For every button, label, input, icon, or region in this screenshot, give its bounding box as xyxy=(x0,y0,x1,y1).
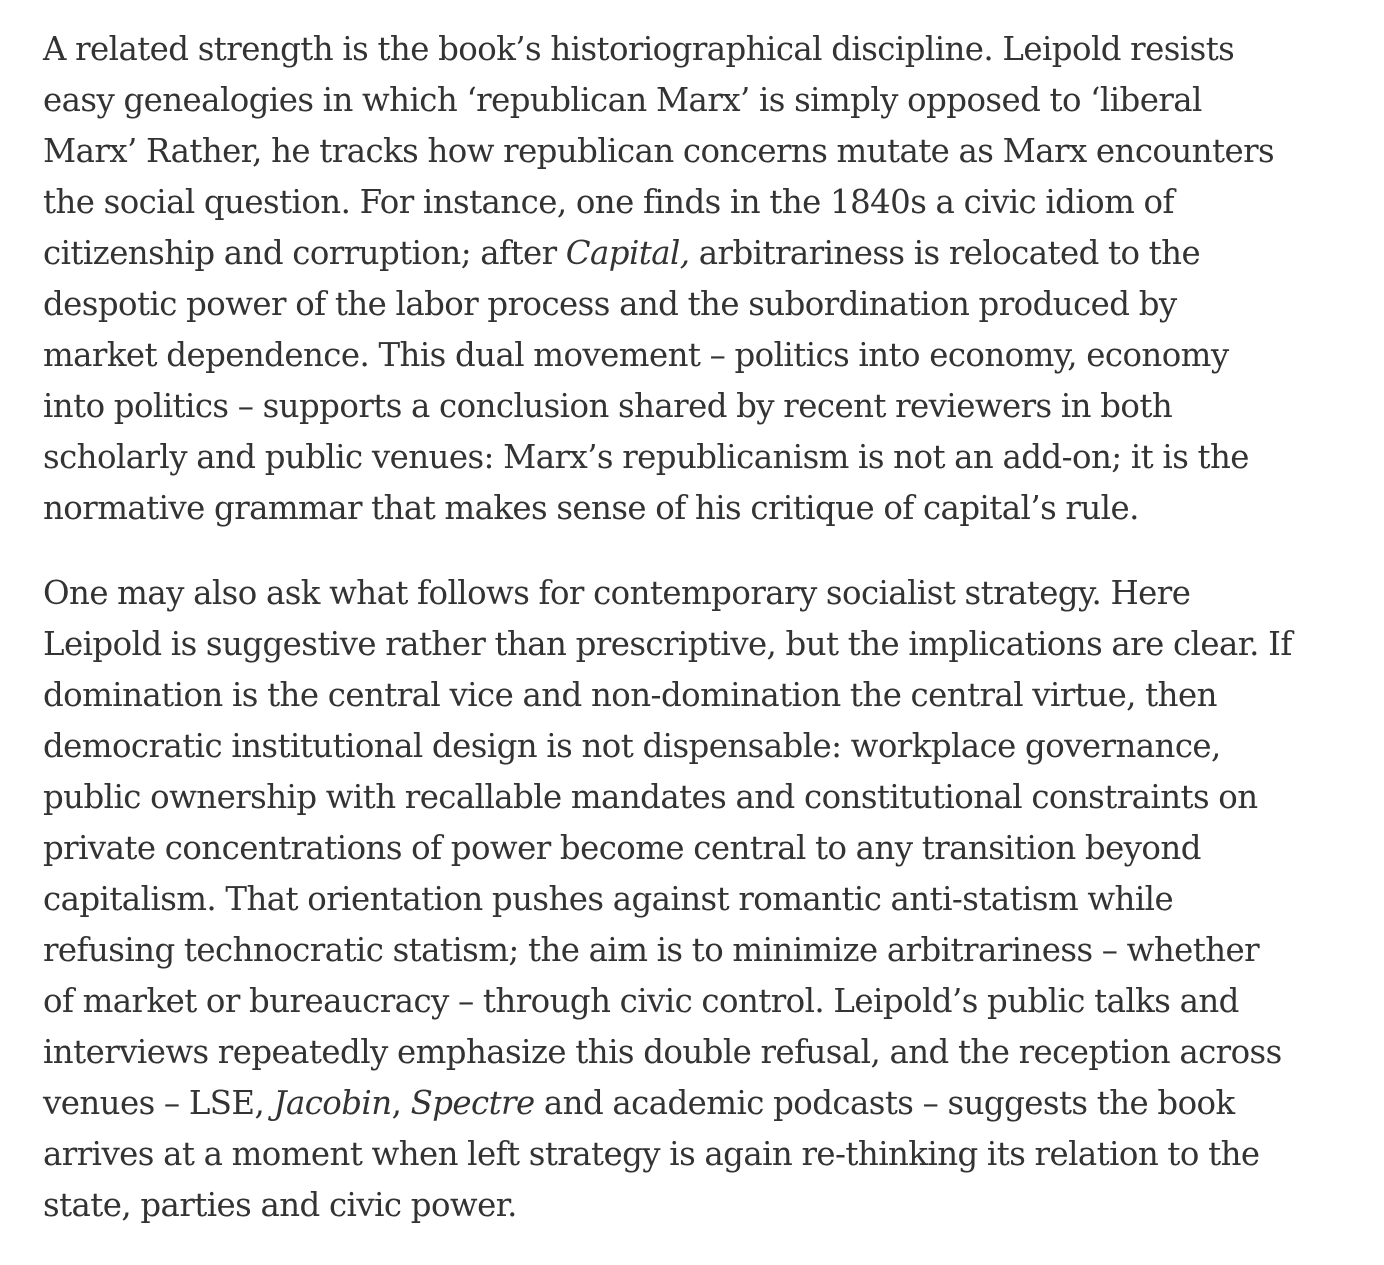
text-line xyxy=(43,925,1343,976)
text-run: A related strength is the book’s historiographical discipline. Leipold resists xyxy=(43,30,1235,68)
text-run: , xyxy=(391,1084,411,1122)
text-line xyxy=(43,24,1343,75)
italic-title-capital: Capital, xyxy=(565,234,690,272)
text-line xyxy=(43,874,1343,925)
italic-title-spectre: Spectre xyxy=(410,1084,535,1122)
text-line xyxy=(43,177,1343,228)
text-run: of market or bureaucracy – through civic control. Leipold’s public talks and xyxy=(43,982,1239,1020)
text-run: and academic podcasts – suggests the book xyxy=(534,1084,1235,1122)
text-line xyxy=(43,1180,1343,1231)
text-line xyxy=(43,721,1343,772)
text-line xyxy=(43,823,1343,874)
text-run: capitalism. That orientation pushes against romantic anti-statism while xyxy=(43,880,1174,918)
text-run: despotic power of the labor process and the subordination produced by xyxy=(43,285,1177,323)
text-line xyxy=(43,1027,1343,1078)
text-run: Leipold is suggestive rather than prescriptive, but the implications are clear. If xyxy=(43,625,1292,663)
text-run: state, parties and civic power. xyxy=(43,1186,517,1224)
text-run: arrives at a moment when left strategy is again re-thinking its relation to the xyxy=(43,1135,1260,1173)
text-line xyxy=(43,483,1343,534)
text-run: normative grammar that makes sense of his critique of capital’s rule. xyxy=(43,489,1139,527)
text-line xyxy=(43,619,1343,670)
text-line xyxy=(43,568,1343,619)
text-run: venues – LSE, xyxy=(43,1084,274,1122)
text-run: interviews repeatedly emphasize this double refusal, and the reception across xyxy=(43,1033,1282,1071)
text-run: private concentrations of power become central to any transition beyond xyxy=(43,829,1201,867)
text-line xyxy=(43,772,1343,823)
text-line xyxy=(43,432,1343,483)
text-run: easy genealogies in which ‘republican Marx’ is simply opposed to ‘liberal xyxy=(43,81,1202,119)
text-run: into politics – supports a conclusion shared by recent reviewers in both xyxy=(43,387,1173,425)
italic-title-jacobin: Jacobin xyxy=(273,1084,392,1122)
text-run: One may also ask what follows for contemporary socialist strategy. Here xyxy=(43,574,1191,612)
paragraph-strategy xyxy=(43,568,1343,1231)
text-line xyxy=(43,228,1343,279)
text-line xyxy=(43,381,1343,432)
text-line xyxy=(43,75,1343,126)
text-run: domination is the central vice and non-domination the central virtue, then xyxy=(43,676,1217,714)
text-run: the social question. For instance, one finds in the 1840s a civic idiom of xyxy=(43,183,1174,221)
text-run: public ownership with recallable mandates and constitutional constraints on xyxy=(43,778,1258,816)
text-run: scholarly and public venues: Marx’s republicanism is not an add-on; it is the xyxy=(43,438,1249,476)
text-line xyxy=(43,330,1343,381)
text-run: market dependence. This dual movement – politics into economy, economy xyxy=(43,336,1229,374)
text-line xyxy=(43,126,1343,177)
text-run: refusing technocratic statism; the aim is to minimize arbitrariness – whether xyxy=(43,931,1260,969)
text-run: arbitrariness is relocated to the xyxy=(689,234,1201,272)
article-body xyxy=(43,24,1343,1265)
text-run: democratic institutional design is not dispensable: workplace governance, xyxy=(43,727,1221,765)
paragraph-historiography xyxy=(43,24,1343,534)
text-line xyxy=(43,1078,1343,1129)
text-line xyxy=(43,279,1343,330)
text-line xyxy=(43,670,1343,721)
text-run: citizenship and corruption; after xyxy=(43,234,566,272)
text-line xyxy=(43,1129,1343,1180)
text-line xyxy=(43,976,1343,1027)
text-run: Marx’ Rather, he tracks how republican concerns mutate as Marx encounters xyxy=(43,132,1275,170)
